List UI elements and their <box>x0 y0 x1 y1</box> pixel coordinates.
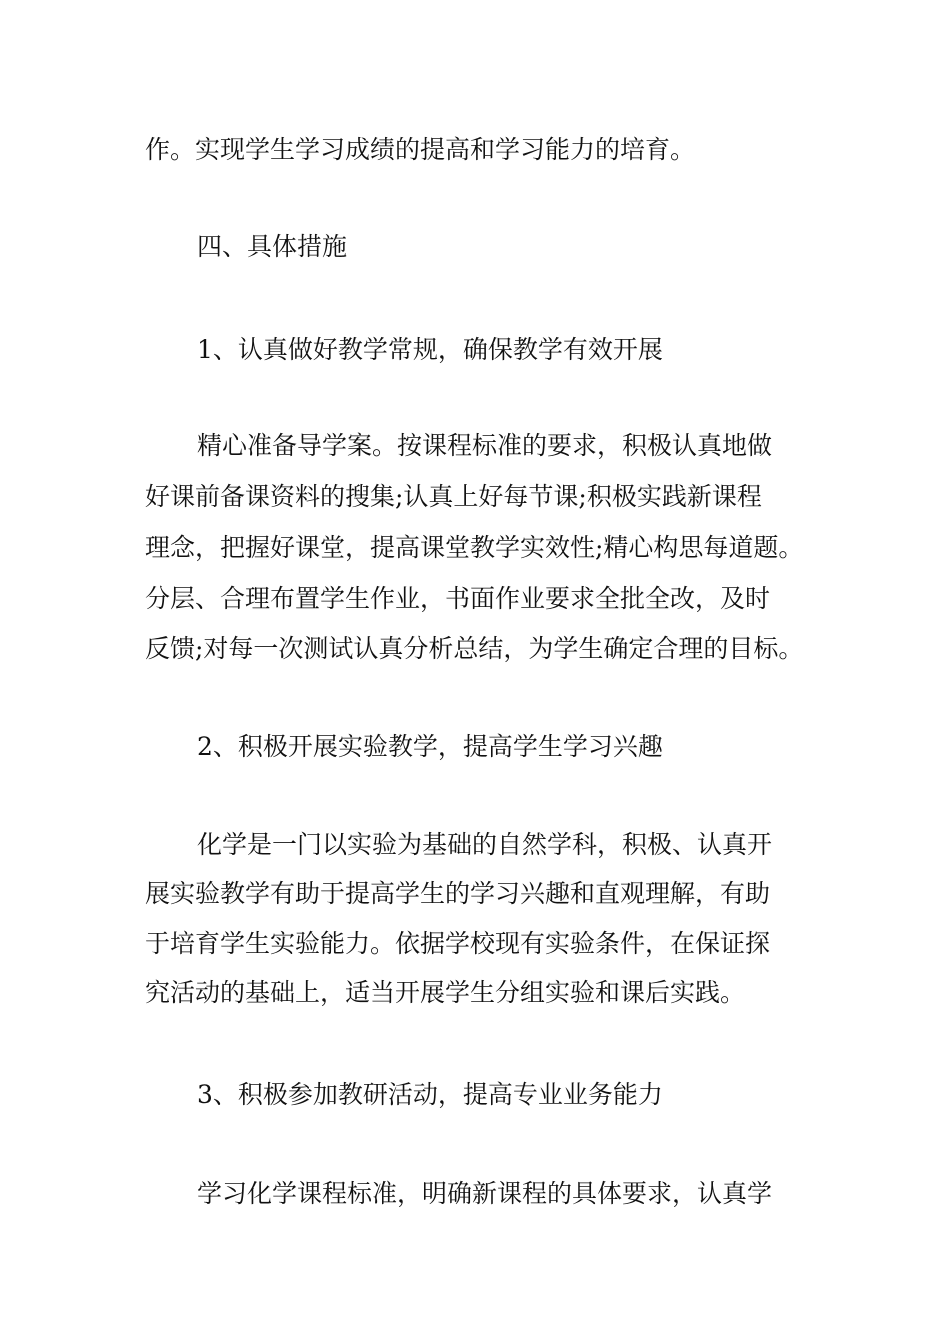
opening-line: 作。实现学生学习成绩的提高和学习能力的培育。 <box>145 135 696 164</box>
paragraph-line: 学习化学课程标准，明确新课程的具体要求，认真学 <box>197 1179 773 1208</box>
paragraph-line: 理念，把握好课堂，提高课堂教学实效性;精心构思每道题。 <box>145 533 804 562</box>
paragraph-line: 反馈;对每一次测试认真分析总结，为学生确定合理的目标。 <box>145 634 804 663</box>
paragraph-line: 于培育学生实验能力。依据学校现有实验条件，在保证探 <box>145 929 771 958</box>
paragraph-line: 分层、合理布置学生作业，书面作业要求全批全改，及时 <box>145 584 771 613</box>
paragraph-line: 好课前备课资料的搜集;认真上好每节课;积极实践新课程 <box>145 482 762 511</box>
paragraph-line: 究活动的基础上，适当开展学生分组实验和课后实践。 <box>145 978 746 1007</box>
paragraph-line: 展实验教学有助于提高学生的学习兴趣和直观理解，有助 <box>145 879 771 908</box>
paragraph-line: 化学是一门以实验为基础的自然学科，积极、认真开 <box>197 830 773 859</box>
item-1-heading: 1、认真做好教学常规，确保教学有效开展 <box>197 335 663 364</box>
paragraph-line: 精心准备导学案。按课程标准的要求，积极认真地做 <box>197 431 773 460</box>
item-2-heading: 2、积极开展实验教学，提高学生学习兴趣 <box>197 732 663 761</box>
item-3-heading: 3、积极参加教研活动，提高专业业务能力 <box>197 1080 663 1109</box>
section-heading: 四、具体措施 <box>197 232 348 261</box>
